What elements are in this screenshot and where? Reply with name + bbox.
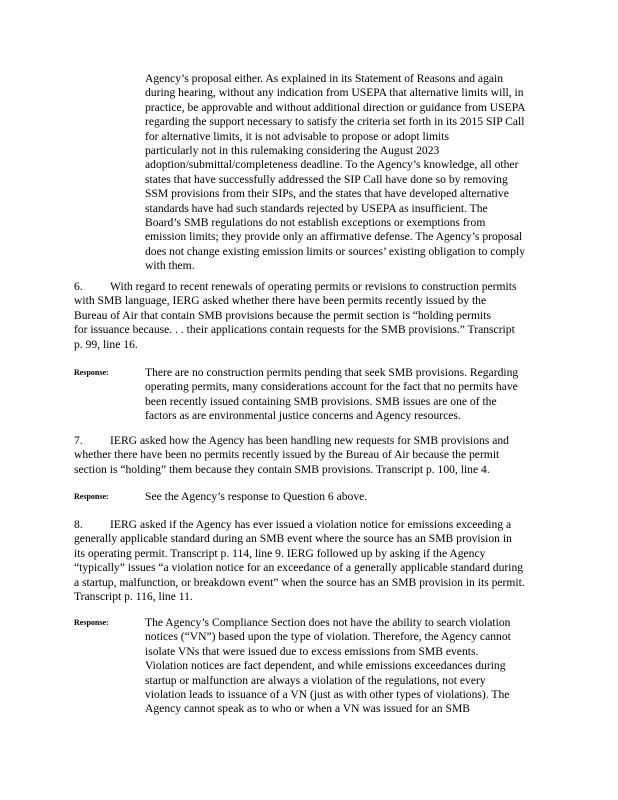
question-8	[74, 518, 525, 604]
response-6	[145, 366, 518, 424]
text-line: isolate VNs that were issued due to excess emissions from SMB events.	[145, 644, 479, 658]
text-line: for alternative limits, it is not advisable to propose or adopt limits	[145, 129, 449, 143]
continuation-paragraph	[145, 72, 525, 273]
text-line: startup or malfunction are always a violation of the regulations, not every	[145, 673, 486, 687]
response-7	[145, 490, 367, 504]
text-line: See the Agency’s response to Question 6 above.	[145, 490, 368, 503]
text-line: Violation notices are fact dependent, and while emissions exceedances during	[145, 659, 506, 673]
text-line: states that have successfully addressed the SIP Call have done so by removing	[145, 172, 508, 186]
question-7	[74, 434, 509, 477]
text-line: its operating permit. Transcript p. 114, line 9. IERG followed up by asking if the Agency	[74, 546, 486, 560]
text-line: Bureau of Air that contain SMB provisions because the permit section is “holding permits	[74, 308, 491, 322]
text-line: generally applicable standard during an SMB event where the source has an SMB provision in	[74, 532, 512, 546]
question-number: 6.	[74, 280, 83, 293]
response-label: Response:	[74, 492, 109, 501]
text-line: With regard to recent renewals of operating permits or revisions to construction permits	[110, 280, 517, 293]
text-line: Board’s SMB regulations do not establish exceptions or exemptions from	[145, 215, 486, 229]
question-6	[74, 280, 516, 352]
text-line: practice, be approvable and without additional direction or guidance from USEPA	[145, 100, 526, 114]
text-line: adoption/submittal/completeness deadline. To the Agency’s knowledge, all other	[145, 158, 519, 172]
question-number: 8.	[74, 518, 83, 531]
text-line: standards have had such standards rejected by USEPA as insufficient. The	[145, 201, 488, 215]
text-line: with them.	[145, 259, 195, 273]
response-label: Response:	[74, 368, 109, 377]
text-line: particularly not in this rulemaking considering the August 2023	[145, 143, 440, 157]
text-line: Agency’s proposal either. As explained in its Statement of Reasons and again	[145, 72, 504, 85]
response-label: Response:	[74, 618, 109, 627]
text-line: with SMB language, IERG asked whether there have been permits recently issued by the	[74, 294, 487, 308]
text-line: p. 99, line 16.	[74, 337, 138, 351]
text-line: does not change existing emission limits or sources’ existing obligation to comply	[145, 244, 526, 258]
text-line: Transcript p. 116, line 11.	[74, 589, 193, 603]
text-line: during hearing, without any indication from USEPA that alternative limits will, in	[145, 86, 524, 100]
text-line: “typically” issues “a violation notice for an exceedance of a generally applicable standard during	[74, 561, 524, 575]
text-line: emission limits; they provide only an affirmative defense. The Agency’s proposal	[145, 230, 523, 244]
question-number: 7.	[74, 434, 83, 447]
text-line: factors as are environmental justice concerns and Agency resources.	[145, 409, 461, 423]
text-line: notices (“VN”) based upon the type of violation. Therefore, the Agency cannot	[145, 630, 511, 644]
text-line: for issuance because. . . their applications contain requests for the SMB provisions.” Transcript	[74, 323, 515, 337]
text-line: Agency cannot speak as to who or when a VN was issued for an SMB	[145, 702, 470, 716]
text-line: operating permits, many considerations account for the fact that no permits have	[145, 380, 518, 394]
text-line: There are no construction permits pending that seek SMB provisions. Regarding	[145, 366, 519, 379]
text-line: IERG asked if the Agency has ever issued a violation notice for emissions exceeding a	[110, 518, 512, 531]
text-line: violation leads to issuance of a VN (just as with other types of violations). The	[145, 687, 510, 701]
text-line: The Agency’s Compliance Section does not have the ability to search violation	[145, 616, 511, 629]
text-line: whether there have been no permits recently issued by the Bureau of Air because the permit	[74, 448, 500, 462]
text-line: section is “holding” them because they contain SMB provisions. Transcript p. 100, line 4.	[74, 462, 490, 476]
text-line: a startup, malfunction, or breakdown event” when the source has an SMB provision in its permit.	[74, 575, 525, 589]
response-8	[145, 616, 511, 717]
text-line: SSM provisions from their SIPs, and the states that have developed alternative	[145, 187, 509, 201]
text-line: IERG asked how the Agency has been handling new requests for SMB provisions and	[110, 434, 509, 447]
text-line: been recently issued containing SMB provisions. SMB issues are one of the	[145, 394, 497, 408]
text-line: regarding the support necessary to satisfy the criteria set forth in its 2015 SIP Call	[145, 115, 525, 129]
